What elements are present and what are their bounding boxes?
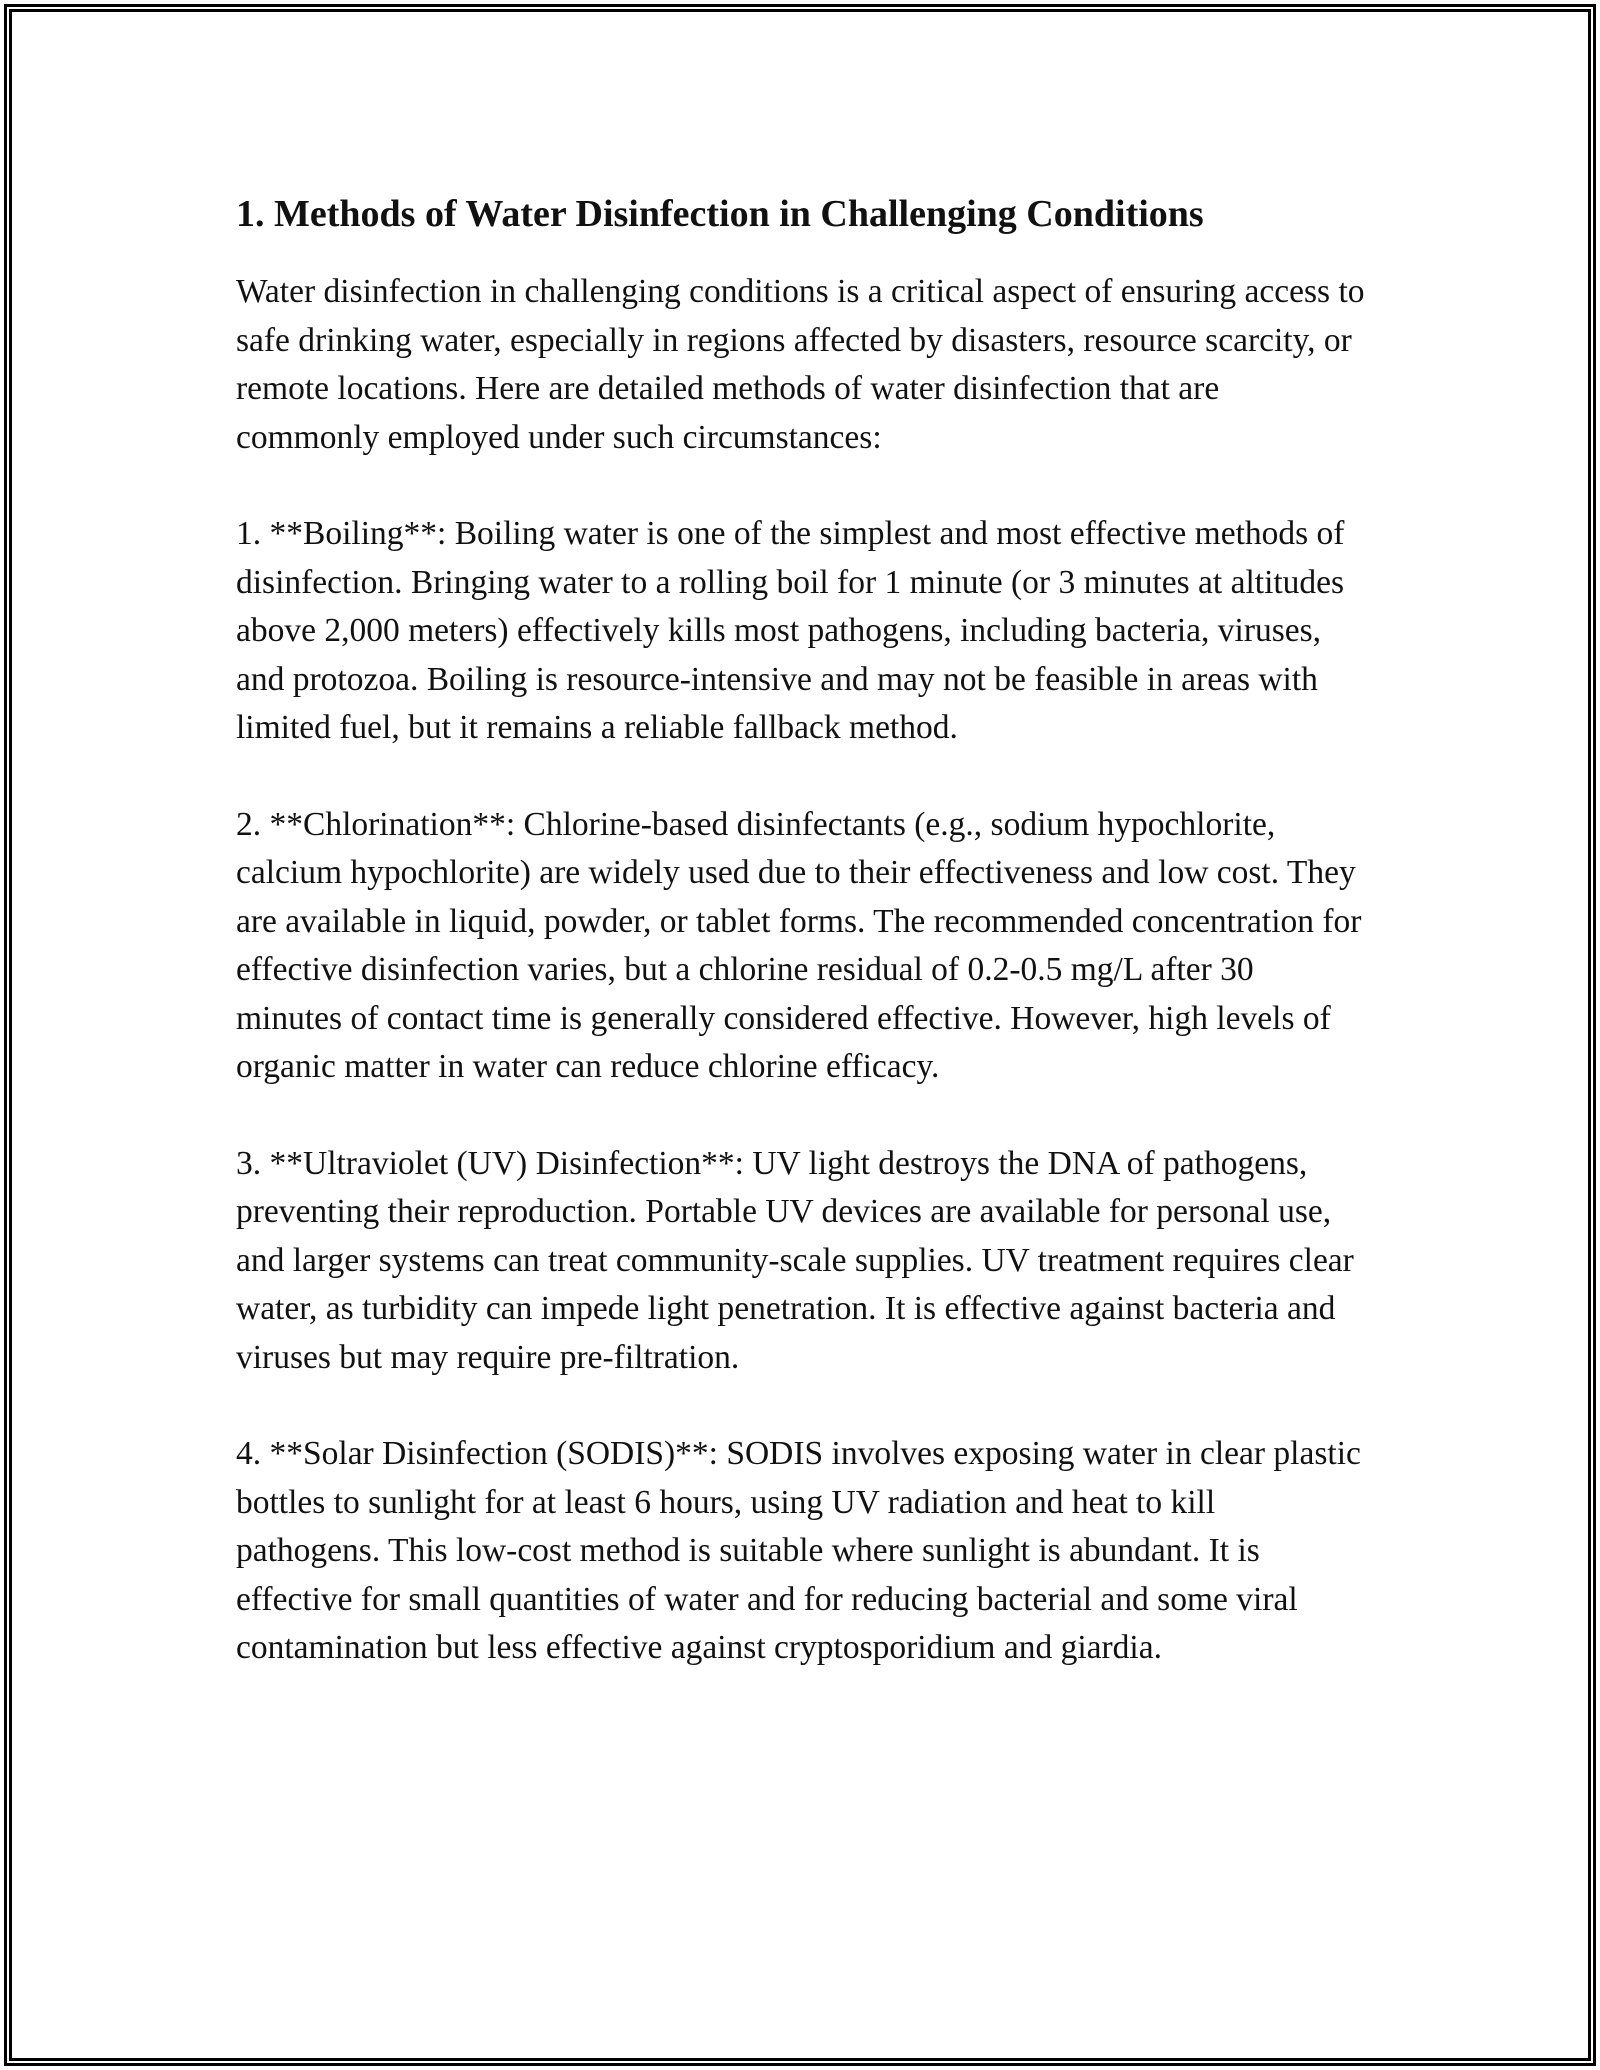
chlorination-paragraph: 2. **Chlorination**: Chlorine-based disinfectants (e.g., sodium hypochlorite, calcium hypochlorite) are widely used due to their effectiveness and low cost. They are available in liquid, powder, or tablet forms. The recommended concentration for effective disinfection varies, but a chlorine residual of 0.2-0.5 mg/L after 30 minutes of contact time is generally considered effective. However, high levels of organic matter in water can reduce chlorine efficacy. xyxy=(236,805,1362,1085)
sodis-paragraph: 4. **Solar Disinfection (SODIS)**: SODIS involves exposing water in clear plastic bottles to sunlight for at least 6 hours, using UV radiation and heat to kill pathogens. This low-cost method is suitable where sunlight is abundant. It is effective for small quantities of water and for reducing bacterial and some viral contamination but less effective against cryptosporidium and giardia. xyxy=(236,1435,1361,1666)
boiling-paragraph: 1. **Boiling**: Boiling water is one of the simplest and most effective methods of disinfection. Bringing water to a rolling boil for 1 minute (or 3 minutes at altitudes above 2,000 meters) effectively kills most pathogens, including bacteria, viruses, and protozoa. Boiling is resource-intensive and may not be feasible in areas with limited fuel, but it remains a reliable fallback method. xyxy=(236,515,1345,746)
section-heading: 1. Methods of Water Disinfection in Challenging Conditions xyxy=(236,193,1204,235)
intro-paragraph: Water disinfection in challenging conditions is a critical aspect of ensuring access to safe drinking water, especially in regions affected by disasters, resource scarcity, or remote locations. Here are detailed methods of water disinfection that are commonly employed under such circumstances: xyxy=(236,273,1365,456)
document-body xyxy=(236,186,1366,1721)
uv-disinfection-paragraph: 3. **Ultraviolet (UV) Disinfection**: UV light destroys the DNA of pathogens, preventing their reproduction. Portable UV devices are available for personal use, and larger systems can treat community-scale supplies. UV treatment requires clear water, as turbidity can impede light penetration. It is effective against bacteria and viruses but may require pre-filtration. xyxy=(236,1144,1354,1376)
